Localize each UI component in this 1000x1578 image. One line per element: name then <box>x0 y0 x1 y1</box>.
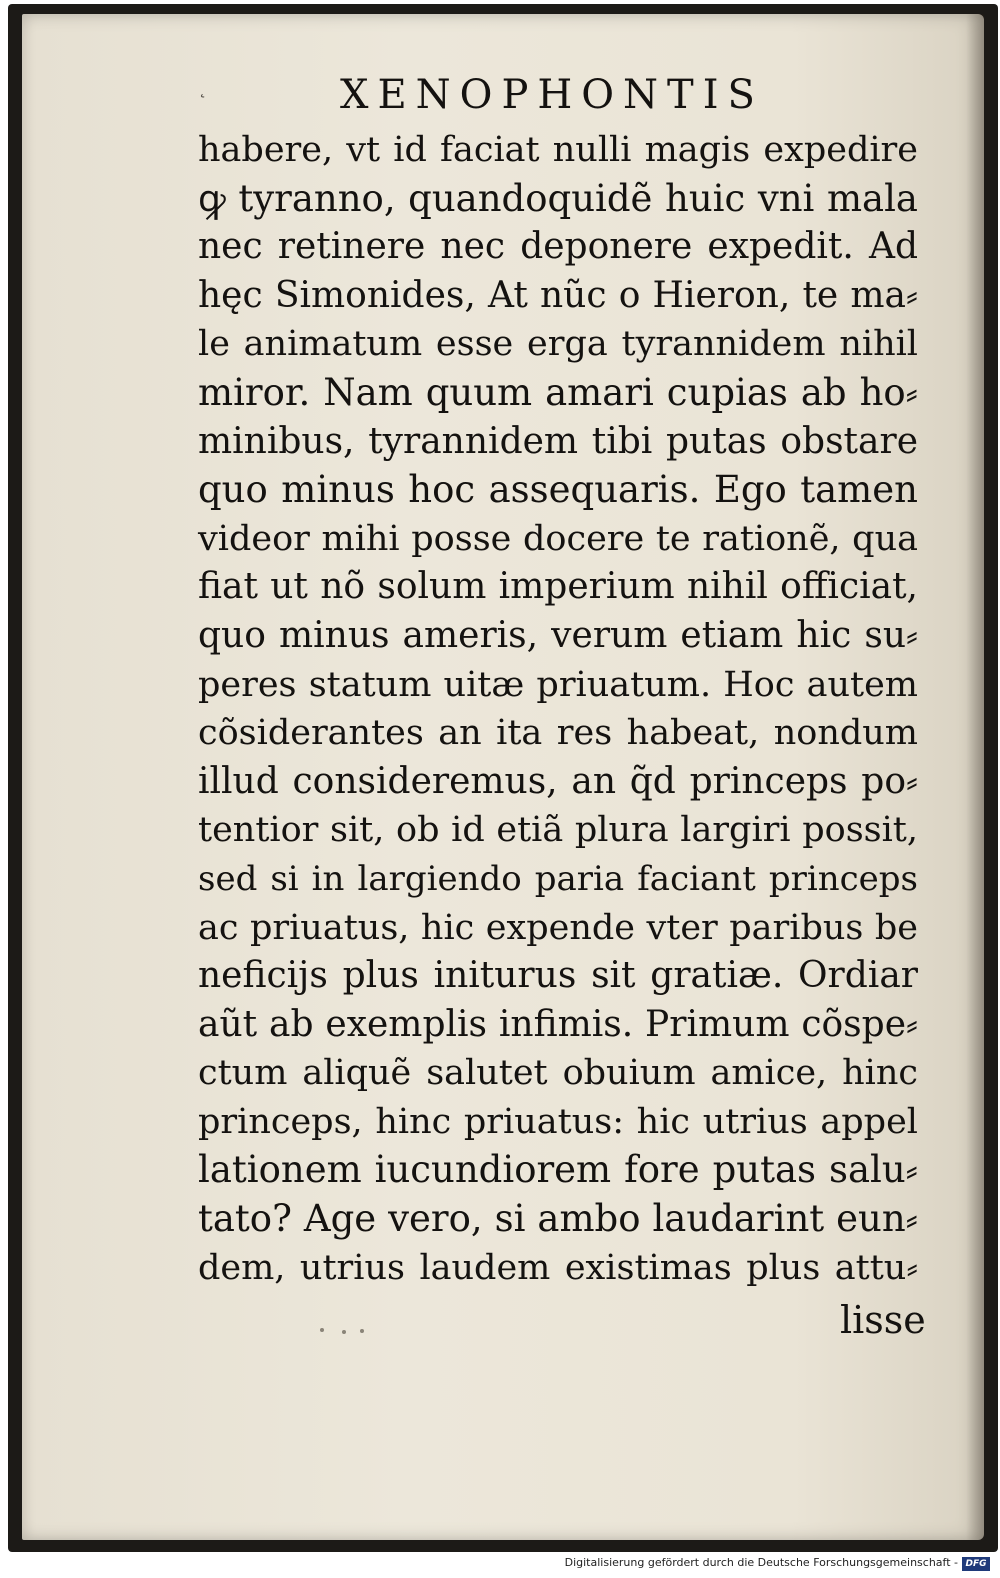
text-line: lationem iucundiorem fore putas salu⸗ <box>198 1148 918 1192</box>
text-line: tentior sit, ob id etiã plura largiri possit, <box>198 810 918 851</box>
text-line: aũt ab exemplis infimis. Primum cõspe⸗ <box>198 1003 918 1045</box>
corner-mark: ˛ <box>198 78 207 99</box>
text-line: peres statum uitæ priuatum. Hoc autem <box>198 664 918 705</box>
text-line: dem, utrius laudem existimas plus attu⸗ <box>198 1247 918 1288</box>
text-line: fiat ut nõ solum imperium nihil officiat, <box>198 566 918 608</box>
text-line: hęc Simonides, At nũc o Hieron, te ma⸗ <box>198 274 918 316</box>
text-line: habere, vt id faciat nulli magis expedire <box>198 130 918 170</box>
page-shadow <box>966 14 984 1540</box>
text-line: miror. Nam quum amari cupias ab ho⸗ <box>198 370 918 414</box>
text-line: princeps, hinc priuatus: hic utrius appel <box>198 1101 918 1142</box>
dfg-logo: DFG <box>962 1557 990 1571</box>
text-line: sed si in largiendo paria faciant princeps <box>198 858 918 899</box>
text-line: cõsiderantes an ita res habeat, nondum <box>198 713 918 754</box>
text-line: nec retinere nec deponere expedit. Ad <box>198 226 918 268</box>
text-line: neficijs plus initurus sit gratiæ. Ordiar <box>198 955 918 997</box>
text-line: tato? Age vero, si ambo laudarint eun⸗ <box>198 1197 918 1241</box>
text-line: ctum aliquẽ salutet obuium amice, hinc <box>198 1053 918 1094</box>
text-line: illud consideremus, an q̃d princeps po⸗ <box>198 760 918 802</box>
text-line: quo minus hoc assequaris. Ego tamen <box>198 468 918 512</box>
text-line: quo minus ameris, verum etiam hic su⸗ <box>198 614 918 656</box>
text-line: ꝙ tyranno, quandoquidẽ huic vni mala <box>198 176 918 220</box>
ink-specks <box>320 1326 380 1336</box>
catchword: lisse <box>840 1298 926 1342</box>
text-line: videor mihi posse docere te rationẽ, qua <box>198 518 918 559</box>
running-header: XENOPHONTIS <box>340 72 764 118</box>
text-line: ac priuatus, hic expende vter paribus be <box>198 907 918 948</box>
text-line: minibus, tyrannidem tibi putas obstare <box>198 420 918 462</box>
body-text <box>198 126 918 1292</box>
funding-credit: Digitalisierung gefördert durch die Deutsche Forschungsgemeinschaft - <box>564 1556 958 1569</box>
text-line: le animatum esse erga tyrannidem nihil <box>198 324 918 365</box>
